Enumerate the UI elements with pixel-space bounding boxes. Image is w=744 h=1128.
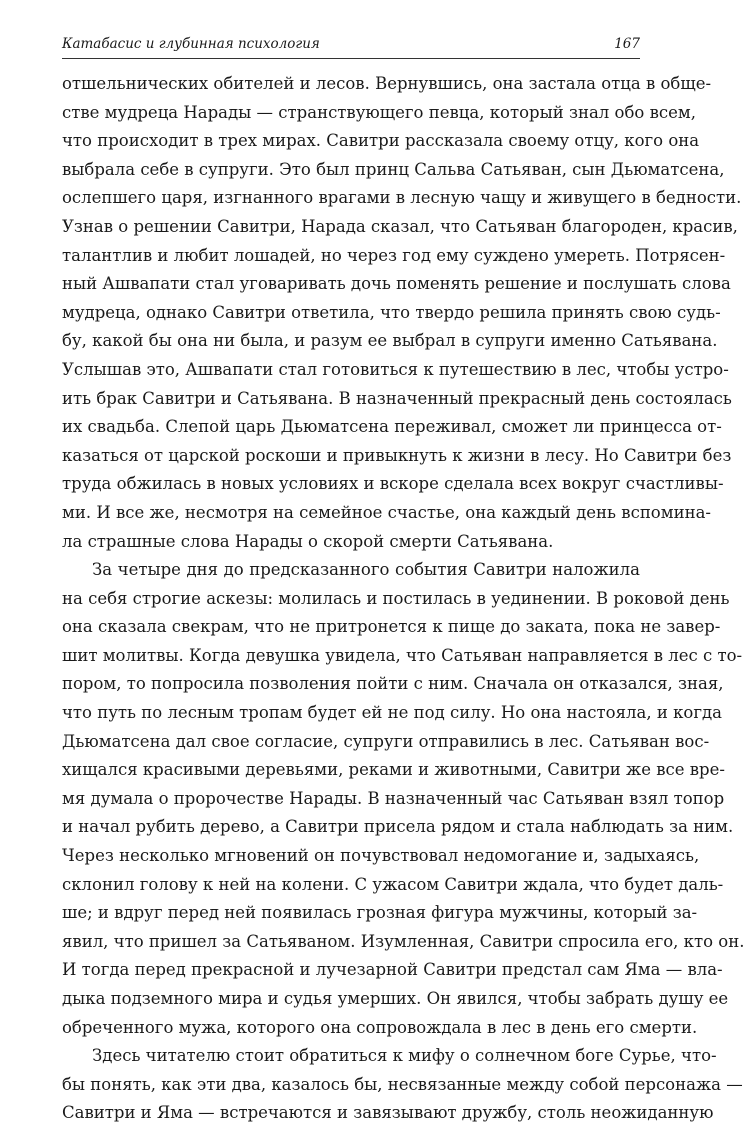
text-line: Узнав о решении Савитри, Нарада сказал, что Сатьяван благороден, красив, [62,216,738,236]
paragraph [62,70,742,556]
text-line: ла страшные слова Нарады о скорой смерти Сатьявана. [62,531,554,551]
text-line: ше; и вдруг перед ней появилась грозная фигура мужчины, который за- [62,903,698,923]
text-line: выбрала себе в супруги. Это был принц Сальва Сатьяван, сын Дьюматсена, [62,159,725,179]
paragraph [62,556,744,1042]
text-line: Савитри и Яма — встречаются и завязывают дружбу, столь неожиданную [62,1103,714,1123]
text-line: шит молитвы. Когда девушка увидела, что Сатьяван направляется в лес с то- [62,645,743,665]
text-line: их свадьба. Слепой царь Дьюматсена переживал, сможет ли принцесса от- [62,417,722,437]
text-line: и начал рубить дерево, а Савитри присела рядом и стала наблюдать за ним. [62,817,734,837]
text-line: казаться от царской роскоши и привыкнуть к жизни в лесу. Но Савитри без [62,445,732,465]
body-text [62,70,744,1128]
text-line: бу, какой бы она ни была, и разум ее выбрал в супруги именно Сатьявана. [62,331,718,351]
header-rule [62,58,640,59]
text-line: ми. И все же, несмотря на семейное счастье, она каждый день вспомина- [62,502,711,522]
text-line: труда обжилась в новых условиях и вскоре сделала всех вокруг счастливы- [62,474,724,494]
text-line: Через несколько мгновений он почувствовал недомогание и, задыхаясь, [62,846,700,866]
text-line: хищался красивыми деревьями, реками и животными, Савитри же все вре- [62,760,725,780]
text-line: отшельнических обителей и лесов. Вернувшись, она застала отца в обще- [62,74,712,93]
text-line: И тогда перед прекрасной и лучезарной Савитри предстал сам Яма — вла- [62,960,723,980]
text-line: что путь по лесным тропам будет ей не под силу. Но она настояла, и когда [62,703,722,723]
text-line: на себя строгие аскезы: молилась и постилась в уединении. В роковой день [62,588,730,608]
text-line: мя думала о пророчестве Нарады. В назначенный час Сатьяван взял топор [62,788,725,808]
text-line: талантлив и любит лошадей, но через год ему суждено умереть. Потрясен- [62,245,726,265]
running-head [62,36,640,58]
running-head-title: Катабасис и глубинная психология [62,36,320,52]
text-line: стве мудреца Нарады — странствующего певца, который знал обо всем, [62,102,696,122]
text-line: пором, то попросила позволения пойти с ним. Сначала он отказался, зная, [62,674,724,694]
page-number: 167 [614,36,640,52]
text-line: Здесь читателю стоит обратиться к мифу о солнечном боге Сурье, что- [92,1046,717,1066]
text-line: бы понять, как эти два, казалось бы, несвязанные между собой персонажа — [62,1074,743,1094]
text-line: обреченного мужа, которого она сопровождала в лес в день его смерти. [62,1017,698,1037]
text-line: ить брак Савитри и Сатьявана. В назначенный прекрасный день состоялась [62,388,732,408]
text-line: склонил голову к ней на колени. С ужасом Савитри ждала, что будет даль- [62,874,724,894]
text-line: она сказала свекрам, что не притронется к пище до заката, пока не завер- [62,617,721,637]
text-line: Дьюматсена дал свое согласие, супруги отправились в лес. Сатьяван вос- [62,731,710,751]
text-line: что происходит в трех мирах. Савитри рассказала своему отцу, кого она [62,131,700,151]
text-line: За четыре дня до предсказанного события Савитри наложила [92,560,640,580]
text-line: Услышав это, Ашвапати стал готовиться к путешествию в лес, чтобы устро- [62,359,729,379]
text-line: явил, что пришел за Сатьяваном. Изумленная, Савитри спросила его, кто он. [62,931,744,951]
text-line: ослепшего царя, изгнанного врагами в лесную чащу и живущего в бедности. [62,188,742,208]
text-line: мудреца, однако Савитри ответила, что твердо решила принять свою судь- [62,302,721,322]
text-line: дыка подземного мира и судья умерших. Он явился, чтобы забрать душу ее [62,989,729,1008]
paragraph [62,1042,743,1128]
text-line: ный Ашвапати стал уговаривать дочь поменять решение и послушать слова [62,274,731,294]
